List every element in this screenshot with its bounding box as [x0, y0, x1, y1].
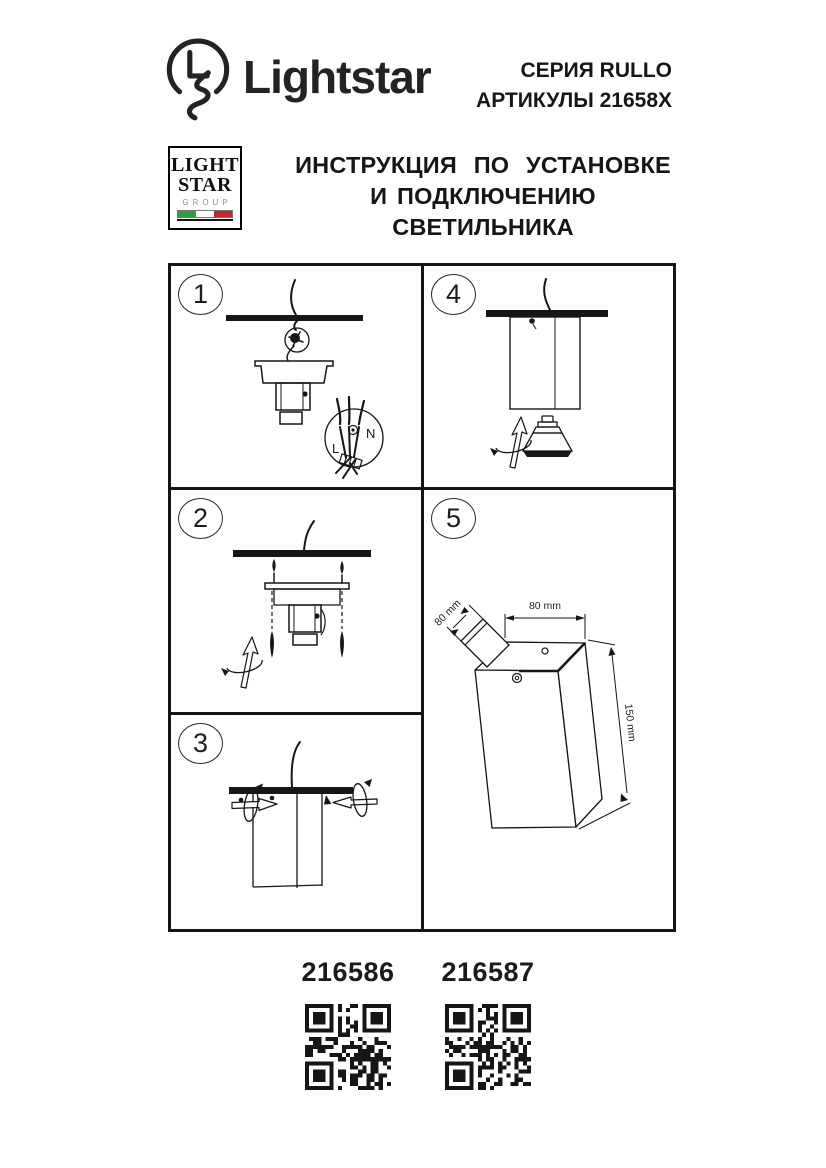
step-2-panel — [171, 490, 424, 715]
qr-code — [305, 1004, 391, 1090]
step-number-badge: 1 — [178, 274, 223, 315]
instruction-title-line1: ИНСТРУКЦИЯ ПО УСТАНОВКЕ — [295, 152, 671, 178]
step-5-dimensions-diagram — [424, 490, 673, 929]
brand-wordmark: Lightstar — [243, 51, 431, 103]
series-block — [420, 56, 672, 116]
lightstar-bulb-icon — [162, 36, 234, 124]
dimension-width-label: 80 mm — [528, 600, 562, 612]
rotate-arrow-icon — [490, 417, 531, 468]
step-number-badge: 5 — [431, 498, 476, 539]
ceiling-bar — [233, 550, 371, 557]
terminal-label-neutral: N — [366, 426, 376, 441]
rotate-arrow-icon — [221, 637, 262, 688]
flag-underline — [177, 219, 233, 221]
steps-grid — [168, 263, 676, 932]
gu10-bulb — [523, 416, 572, 457]
step-number-badge: 3 — [178, 723, 223, 764]
qr-code — [445, 1004, 531, 1090]
step-5-panel — [424, 490, 673, 929]
step-1-panel — [171, 266, 424, 490]
step-4-panel — [424, 266, 673, 490]
article-number: 216587 — [441, 957, 535, 987]
series-title: СЕРИЯ RULLO — [520, 59, 672, 82]
terminal-label-live: L — [332, 441, 340, 456]
italian-flag — [178, 211, 232, 217]
step-number-badge: 4 — [431, 274, 476, 315]
logo-line-light: LIGHT — [170, 154, 240, 176]
dimension-height-label: 150 mm — [622, 703, 638, 743]
instruction-title-line2: И ПОДКЛЮЧЕНИЮ СВЕТИЛЬНИКА — [370, 183, 596, 240]
logo-line-group: GROUP — [182, 198, 232, 207]
article-number: 216586 — [301, 957, 395, 987]
lightstar-group-logo — [168, 146, 242, 230]
ceiling-bar — [486, 310, 608, 317]
step-3-panel — [171, 715, 424, 929]
logo-line-star: STAR — [178, 174, 232, 196]
articles-subtitle: АРТИКУЛЫ 21658X — [476, 89, 672, 112]
dimension-depth-label: 80 mm — [432, 597, 464, 629]
ceiling-bar — [226, 315, 363, 321]
instruction-title — [288, 150, 678, 243]
step-number-badge: 2 — [178, 498, 223, 539]
